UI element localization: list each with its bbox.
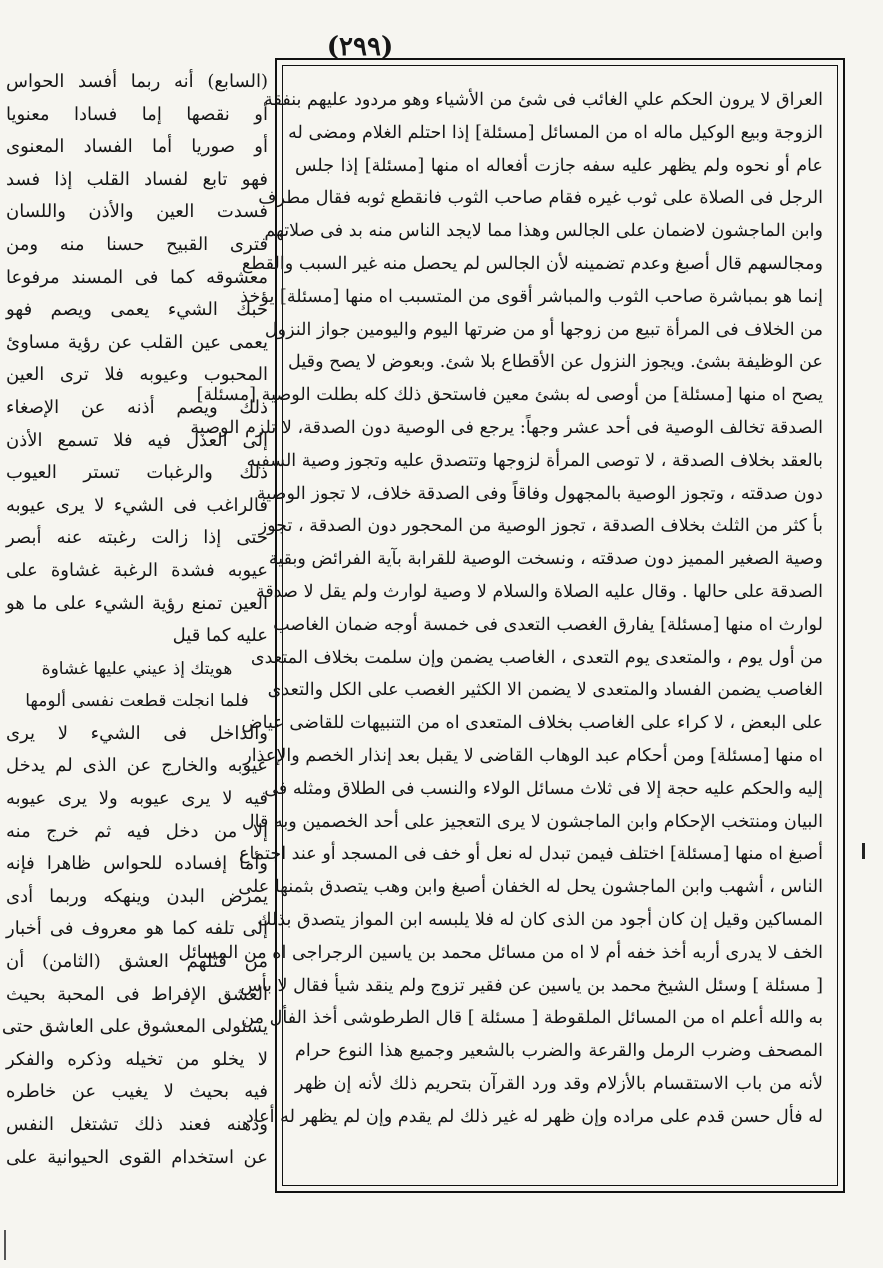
main-text-line: على البعض ، لا كراء على الغاصب بخلاف المتعدى اه من التنبيهات للقاضى عياض: [241, 713, 823, 734]
margin-text-line: فالراغب فى الشيء لا يرى عيوبه: [6, 494, 268, 516]
main-text-line: عام أو نحوه ولم يظهر عليه سفه جازت أفعاله اه منها [مسئلة] إذا جلس: [295, 155, 823, 176]
main-text-line: به والله أعلم اه من المسائل الملقوطة [ مسئلة ] قال الطرطوشى أخذ الفأل من: [241, 1008, 823, 1029]
main-text-line: دون صدقته ، وتجوز الوصية بالمجهول وفاقاً وفى الصدقة خلاف، لا تجوز الوصية: [256, 483, 823, 504]
main-text-line: المساكين وقيل إن كان أجود من الذى كان له فلا يلبسه ابن المواز يتصدق بذلك: [257, 909, 823, 930]
main-text-line: الناس ، أشهب وابن الماجشون يحل له الخفان أصبغ وابن وهب يتصدق بثمنها على: [238, 877, 823, 898]
main-text-line: [ مسئلة ] وسئل الشيخ محمد بن ياسين عن فقير تزوج ولم ينقد شيأ فقال لا بأس: [240, 975, 823, 996]
margin-text-line: يعمى عين القلب عن رؤية مساوئ: [6, 331, 268, 353]
main-text-line: إنما هو بمباشرة صاحب الثوب والمباشر أقوى من المتسبب اه منها [مسئلة] يؤخذ: [240, 286, 823, 307]
main-text-line: الصدقة تخالف الوصية فى أحد عشر وجهاً: يرجع فى الوصية دون الصدقة، لا تلزم الوصية: [190, 417, 823, 438]
main-text-line: وصية الصغير المميز دون صدقته ، ونسخت الوصية للقرابة بآية الفرائض وبقية: [268, 549, 823, 570]
margin-text-line: إلى تلفه كما هو معروف فى أخبار: [6, 918, 268, 940]
main-text-line: الخف لا يدرى أربه أخذ خفه أم لا اه من مسائل محمد بن ياسين الرجراجى اه من المسائل: [178, 942, 823, 963]
margin-text-line: فيه بحيث لا يغيب عن خاطره: [6, 1081, 268, 1103]
margin-text-line: فيه لا يرى عيوبه ولا يرى عيوبه: [6, 788, 268, 810]
main-text-line: لوارث اه منها [مسئلة] يفارق الغصب التعدى فى خمسة أوجه ضمان الغاصب: [273, 614, 823, 635]
main-text-line: من أول يوم ، والمتعدى يوم التعدى ، الغاصب يضمن وإن سلمت بخلاف المتعدى: [250, 647, 823, 668]
margin-text-line: عليه كما قيل: [172, 625, 268, 647]
margin-text-line: عن استخدام القوى الحيوانية على: [6, 1146, 268, 1168]
margin-text-line: فهو تابع لفساد القلب إذا فسد: [6, 168, 268, 190]
margin-text-line: إلى العذل فيه فلا تسمع الأذن: [6, 429, 268, 451]
margin-text-line: العشق الإفراط فى المحبة بحيث: [6, 983, 268, 1005]
main-text-line: من الخلاف فى المرأة تبيع من زوجها أو من ضرتها اليوم واليومين جواز النزول: [264, 319, 823, 340]
scan-edge-mark: [4, 1230, 6, 1260]
main-text-line: أصبغ اه منها [مسئلة] اختلف فيمن تبدل له نعل أو خف فى المسجد أو عند اجتماع: [238, 844, 823, 865]
main-text-line: اه منها [مسئلة] ومن أحكام عبد الوهاب القاضى لا يقبل بعد إنذار الخصم والإعذار: [243, 745, 823, 766]
margin-text-line: عيوبه والخارج عن الذى لم يدخل: [6, 755, 268, 777]
margin-text-line: معشوقه كما فى المسند مرفوعا: [6, 266, 268, 288]
margin-text-line: يمرض البدن وينهكه وربما أدى: [6, 885, 268, 907]
main-text-line: البيان ومنتخب الإحكام وابن الماجشون لا يرى التعجيز على أحد الخصمين وبه قال: [241, 811, 823, 832]
main-text-line: الرجل فى الصلاة على ثوب غيره فقام صاحب الثوب فانقطع ثوبه فقال مطرف: [258, 188, 823, 209]
main-text-line: له فأل حسن قدم على مراده وإن ظهر له غير ذلك لم يقدم وإن لم يظهر له أعاد: [245, 1106, 823, 1127]
margin-text-line: فلما انجلت قطعت نفسى ألومها: [25, 691, 249, 712]
margin-text-line: عيوبه فشدة الرغبة غشاوة على: [6, 559, 268, 581]
margin-text-line: من قتلهم العشق (الثامن) أن: [6, 951, 268, 973]
main-text-line: الغاصب يضمن الفساد والمتعدى لا يضمن الا الكثير الغصب على الكل والتعدى: [267, 680, 823, 701]
margin-text-line: فترى القبيح حسنا منه ومن: [6, 233, 268, 255]
main-text-line: الصدقة على حالها . وقال عليه الصلاة والسلام لا وصية لوارث ولم يقل لا صدقة: [255, 581, 823, 602]
main-text-line: لأنه من باب الاستقسام بالأزلام وقد ورد القرآن بتحريم ذلك لأنه إن ظهر: [295, 1073, 823, 1094]
main-text-line: إليه والحكم عليه حجة إلا فى ثلاث مسائل الولاء والنسب فى الطلاق ومثله فى: [264, 778, 823, 799]
main-text-line: يصح اه منها [مسئلة] من أوصى له بشئ معين فاستحق ذلك كله بطلت الوصية [مسئلة]: [196, 385, 823, 406]
main-text-line: وابن الماجشون لاضمان على الجالس وهذا مما لايجد الناس منه بد فى صلاتهم: [264, 221, 823, 242]
margin-text-line: وأما إفساده للحواس ظاهرا فإنه: [6, 853, 268, 875]
margin-text-line: يستولى المعشوق على العاشق حتى: [1, 1016, 268, 1038]
margin-text-line: ذلك ويصم أذنه عن الإصغاء: [6, 396, 268, 418]
main-text-line: بالعقد بخلاف الصدقة ، لا توصى المرأة لزوجها وتتصدق عليه وتجوز وصية السفيه: [246, 450, 823, 471]
margin-text-line: أو نقصها إما فسادا معنويا: [6, 103, 268, 125]
margin-text-line: العين تمنع رؤية الشيء على ما هو: [6, 592, 268, 614]
margin-text-line: المحبوب وعيوبه فلا ترى العين: [6, 364, 268, 386]
margin-text-line: أو صوريا أما الفساد المعنوى: [6, 136, 268, 158]
margin-text-line: وذهنه فعند ذلك تشتغل النفس: [6, 1114, 268, 1135]
margin-text-line: والداخل فى الشيء لا يرى: [6, 722, 268, 744]
margin-text-line: فسدت العين والأذن واللسان: [6, 201, 268, 223]
margin-text-line: حبك الشيء يعمى ويصم فهو: [6, 299, 268, 321]
main-text-line: الزوجة وبيع الوكيل ماله اه من المسائل [مسئلة] إذا احتلم الغلام ومضى له: [288, 122, 823, 143]
margin-commentary: [1, 66, 268, 1216]
margin-text-line: (السابع) أنه ربما أفسد الحواس: [6, 71, 268, 92]
main-text-line: عن الوظيفة بشئ. ويجوز النزول عن الأقطاع بلا شئ. وبعوض لا يصح وقيل: [288, 352, 823, 373]
margin-text-line: هويتك إذ عيني عليها غشاوة: [41, 658, 233, 679]
main-text-line: ومجالسهم قال أصبغ وعدم تضمينه لأن الجالس لم يحصل منه غير السبب والقطع: [241, 253, 823, 274]
page-number: (٢٩٩): [326, 32, 394, 62]
margin-text-line: إلا من دخل فيه ثم خرج منه: [6, 820, 268, 842]
margin-text-line: لا يخلو من تخيله وذكره والفكر: [6, 1048, 268, 1070]
margin-text-line: ذلك والرغبات تستر العيوب: [6, 462, 268, 484]
scan-edge-mark: [862, 843, 865, 859]
main-text-line: بأ كثر من الثلث بخلاف الصدقة ، تجوز الوصية من المحجور دون الصدقة ، تجوز: [258, 516, 823, 537]
main-text-line: المصحف وضرب الرمل والقرعة والضرب بالشعير وجميع هذا النوع حرام: [295, 1041, 823, 1062]
main-text-line: العراق لا يرون الحكم علي الغائب فى شئ من الأشياء وهو مردود عليهم بنفقة: [264, 90, 823, 110]
margin-text-line: حتى إذا زالت رغبته عنه أبصر: [6, 527, 268, 549]
